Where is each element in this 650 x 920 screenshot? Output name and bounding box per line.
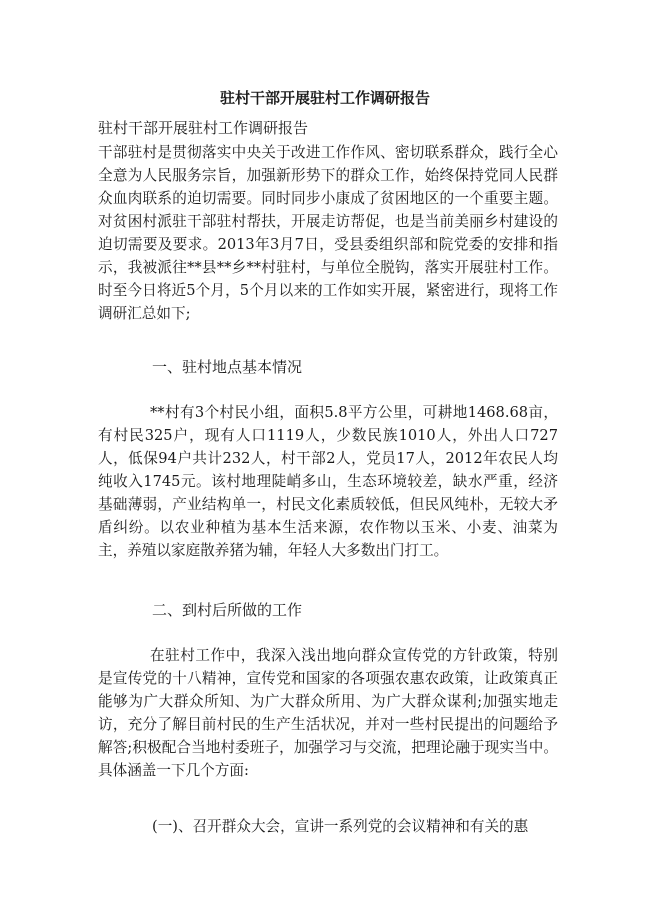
section-1-paragraph: **村有3个村民小组，面积5.8平方公里，可耕地1468.68亩，有村民325户，现有人口1119人，少数民族1010人，外出人口727人，低保94户共计232人，村干部2人，党员17人，2012年农民人均纯收入1745元。该村地理陡峭多山，生态环境较差，缺水严重，经济基础薄弱，产业结构单一，村民文化素质较低，但民风纯朴，无较大矛盾纠纷。以农业种植为基本生活来源，农作物以玉米、小麦、油菜为主，养殖以家庭散养猪为辅，年轻人大多数出门打工。 <box>98 404 558 559</box>
section-2-paragraph: 在驻村工作中，我深入浅出地向群众宣传党的方针政策，特别是宣传党的十八精神，宣传党和国家的各项强农惠农政策，让政策真正能够为广大群众所知、为广大群众所用、为广大群众谋利;加强实地走访，充分了解目前村民的生产生活状况，并对一些村民提出的问题给予解答;积极配合当地村委班子，加强学习与交流，把理论融于现实当中。具体涵盖一下几个方面: <box>98 647 558 779</box>
document-subtitle: 驻村干部开展驻村工作调研报告 <box>98 119 309 137</box>
section-2-heading: 二、到村后所做的工作 <box>152 601 303 619</box>
section-1-heading: 一、驻村地点基本情况 <box>152 358 303 376</box>
document-title: 驻村干部开展驻村工作调研报告 <box>219 89 430 107</box>
section-2-subheading-1: (一)、召开群众大会，宣讲一系列党的会议精神和有关的惠 <box>152 818 529 835</box>
intro-paragraph: 干部驻村是贯彻落实中央关于改进工作作风、密切联系群众，践行全心全意为人民服务宗旨，加强新形势下的群众工作，始终保持党同人民群众血肉联系的迫切需要。同时同步小康成了贫困地区的一个重要主题。对贫困村派驻干部驻村帮扶，开展走访帮促，也是当前美丽乡村建设的迫切需要及要求。2013年3月7日，受县委组织部和院党委的安排和指示，我被派往**县**乡**村驻村，与单位全脱钩，落实开展驻村工作。时至今日将近5个月，5个月以来的工作如实开展，紧密进行，现将工作调研汇总如下; <box>98 144 558 322</box>
